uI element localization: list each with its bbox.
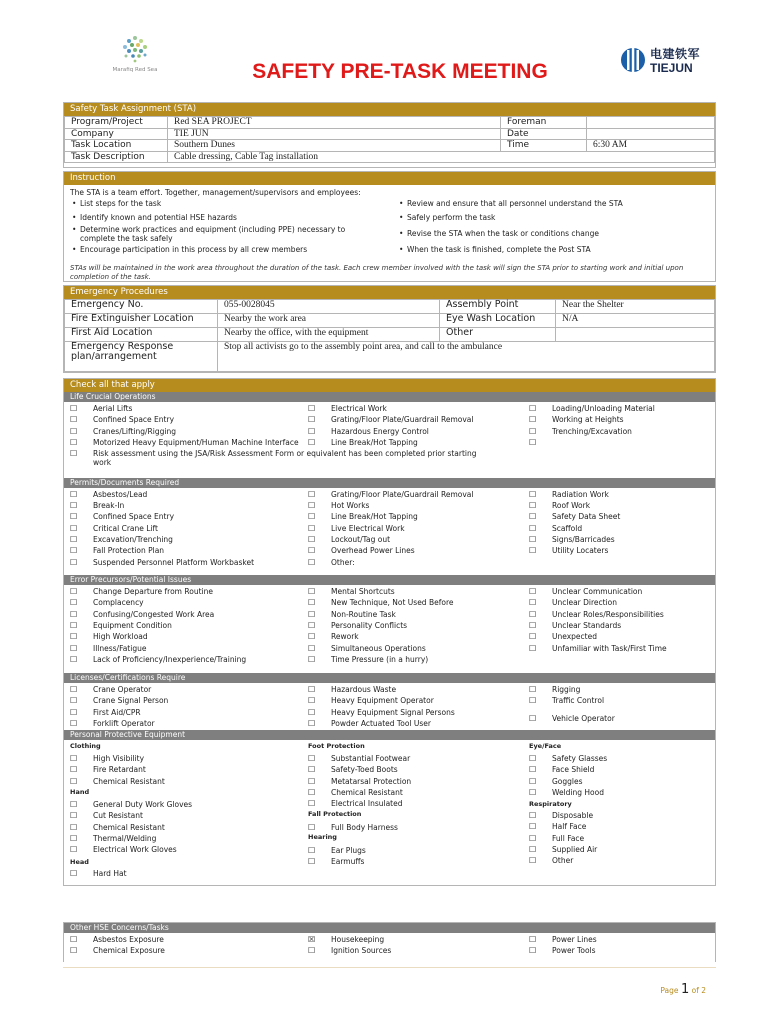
checklist-item-label: Power Tools: [552, 946, 596, 956]
ppe-category-heading: Hearing: [308, 833, 337, 841]
other-hse-header: Other HSE Concerns/Tasks: [64, 923, 715, 933]
checkbox[interactable]: ☐: [529, 822, 537, 832]
checkbox[interactable]: ☐: [308, 776, 316, 786]
instruction-intro: The STA is a team effort. Together, management/supervisors and employees:: [70, 188, 361, 197]
checkbox[interactable]: ☐: [529, 404, 537, 413]
checkbox[interactable]: ☐: [70, 404, 78, 413]
checklist-item-label: Substantial Footwear: [331, 754, 411, 763]
checkbox[interactable]: ☐: [70, 654, 78, 664]
ppe-list: [64, 740, 715, 890]
checklist-item-label: Safety-Toed Boots: [331, 765, 398, 775]
assembly-field[interactable]: Near the Shelter: [556, 300, 715, 314]
checklist-item-label: Motorized Heavy Equipment/Human Machine Interface: [93, 437, 299, 447]
marafiq-logo: [100, 34, 170, 82]
checkbox[interactable]: ☐: [529, 546, 537, 555]
checklist-item-label: Fall Protection Plan: [93, 546, 165, 555]
checklist-item-label: Other: [552, 856, 574, 866]
checkbox[interactable]: ☐: [308, 587, 316, 596]
checklist-item-label: Complacency: [93, 598, 144, 608]
error-precursors-header: Error Precursors/Potential Issues: [64, 575, 715, 585]
checkbox[interactable]: ☐: [308, 946, 316, 956]
checklist-item-label: Ignition Sources: [331, 946, 392, 956]
checkbox[interactable]: ☐: [529, 490, 537, 499]
checklist-item-label: Vehicle Operator: [552, 714, 615, 723]
checkbox[interactable]: ☐: [70, 754, 78, 763]
checkbox[interactable]: ☐: [308, 685, 316, 694]
checkbox[interactable]: ☐: [70, 685, 78, 694]
checkbox[interactable]: ☐: [529, 811, 537, 820]
checkbox[interactable]: ☐: [70, 490, 78, 499]
checkbox[interactable]: ☐: [308, 490, 316, 499]
checklist-item-label: Safety Glasses: [552, 754, 608, 763]
instruction-header: Instruction: [64, 172, 715, 185]
checklist-item-label: Power Lines: [552, 935, 597, 944]
checklist-item-label: Unclear Direction: [552, 598, 618, 608]
permits-header: Permits/Documents Required: [64, 478, 715, 488]
other-hse-list: [64, 933, 715, 961]
instruction-section: [63, 171, 716, 282]
ppe-category-heading: Eye/Face: [529, 742, 562, 750]
checklist-item-label: Lockout/Tag out: [331, 534, 391, 544]
licenses-header: Licenses/Certifications Require: [64, 673, 715, 683]
tiejun-logo-cn: 电建铁军: [650, 47, 701, 61]
checklist-item-label: Equipment Condition: [93, 620, 172, 630]
footer-divider: [63, 967, 716, 968]
checklist-item-label: Cut Resistant: [93, 811, 143, 821]
description-label: Task Description: [65, 151, 168, 163]
checkbox[interactable]: ☐: [308, 765, 316, 775]
checklist-item-label: Supplied Air: [552, 844, 598, 854]
checkbox[interactable]: ☐: [529, 776, 537, 786]
page-title: SAFETY PRE-TASK MEETING: [252, 60, 548, 83]
checkbox[interactable]: ☐: [70, 833, 78, 843]
checklist-item-label: Aerial Lifts: [93, 404, 133, 413]
checklist-item-label: High Visibility: [93, 754, 145, 763]
checklist-item-label: Utility Locaters: [552, 546, 609, 555]
checkbox[interactable]: ☐: [529, 696, 537, 705]
checkbox[interactable]: ☐: [308, 620, 316, 630]
checkbox[interactable]: ☐: [529, 714, 537, 723]
checklist-item-label: Hot Works: [331, 501, 370, 511]
checklist-item-label: Rigging: [552, 685, 581, 694]
checklist-item-label: Asbestos/Lead: [93, 490, 148, 499]
checkbox[interactable]: ☐: [308, 799, 316, 809]
checkbox[interactable]: ☐: [308, 558, 316, 567]
time-label: Time: [501, 140, 587, 152]
checkbox[interactable]: ☐: [529, 620, 537, 630]
checklist-item-label: Loading/Unloading Material: [552, 404, 655, 413]
checklist-item-label: Full Face: [552, 833, 585, 843]
checkbox[interactable]: ☐: [529, 935, 537, 944]
other-hse-section: [63, 922, 716, 962]
page-of: of 2: [691, 986, 706, 995]
checkbox[interactable]: ☐: [70, 765, 78, 775]
checkbox[interactable]: ☐: [529, 598, 537, 608]
sta-section: [63, 102, 716, 168]
checklist-item-label: Working at Heights: [552, 415, 624, 425]
checkbox[interactable]: ☐: [308, 512, 316, 522]
checkbox[interactable]: ☐: [70, 620, 78, 630]
checklist-item-label: Safety Data Sheet: [552, 512, 621, 522]
checkbox[interactable]: ☐: [529, 754, 537, 763]
checklist-item-label: Disposable: [552, 811, 594, 820]
date-label: Date: [501, 128, 587, 140]
checklist-item-label: Confined Space Entry: [93, 512, 175, 522]
emergency-section: [63, 285, 716, 373]
first-aid-field[interactable]: Nearby the office, with the equipment: [218, 328, 440, 342]
checklist-item-label: Rework: [331, 632, 359, 642]
checklist-item-label: Line Break/Hot Tapping: [331, 512, 418, 522]
checkbox[interactable]: ☐: [70, 869, 78, 878]
checklist-item-label: Personality Conflicts: [331, 620, 408, 630]
checklist-item-label: Simultaneous Operations: [331, 643, 426, 653]
instruction-item: • Encourage participation in this process by all crew members: [70, 246, 380, 255]
checklist-item-label: Confusing/Congested Work Area: [93, 609, 215, 619]
instruction-item: • List steps for the task: [70, 200, 380, 209]
checklist-item-label: Hard Hat: [93, 869, 127, 878]
tiejun-logo-en: TIEJUN: [650, 61, 693, 75]
licenses-list: [64, 683, 715, 730]
checklist-item-label: Electrical Work Gloves: [93, 845, 177, 855]
checklist-item-label: Signs/Barricades: [552, 534, 615, 544]
checkbox[interactable]: ☐: [308, 404, 316, 413]
checklist-item-label: Heavy Equipment Signal Persons: [331, 707, 455, 717]
checklist-item-label: Forklift Operator: [93, 718, 155, 728]
checklist-item-label: High Workload: [93, 632, 148, 642]
checkbox[interactable]: ☐: [70, 449, 78, 458]
checkbox[interactable]: ☐: [529, 643, 537, 653]
checkbox[interactable]: ☐: [529, 844, 537, 854]
assembly-label: Assembly Point: [440, 300, 556, 314]
checklist-item-label: Metatarsal Protection: [331, 776, 412, 786]
checkbox[interactable]: ☐: [308, 534, 316, 544]
checklist-item-label: Crane Operator: [93, 685, 152, 694]
checklist-item-label: Unfamiliar with Task/First Time: [552, 643, 667, 653]
checkbox[interactable]: ☐: [308, 787, 316, 797]
first-aid-label: First Aid Location: [65, 328, 218, 342]
checkbox[interactable]: ☐: [70, 546, 78, 555]
checklist-item-label: Unexpected: [552, 632, 597, 642]
checklist-item-label: Electrical Insulated: [331, 799, 403, 809]
error-precursors-list: [64, 585, 715, 673]
checkbox[interactable]: ☐: [70, 587, 78, 596]
checkbox[interactable]: ☐: [70, 800, 78, 809]
response-plan-label: Emergency Response plan/arrangement: [65, 342, 218, 372]
checklist-item-label: Hazardous Waste: [331, 685, 397, 694]
checklist-item-label: Grating/Floor Plate/Guardrail Removal: [331, 415, 474, 425]
checklist-item-label: Powder Actuated Tool User: [331, 718, 431, 728]
checklist-item-label: Suspended Personnel Platform Workbasket: [93, 558, 255, 567]
checklist-item-label: Confined Space Entry: [93, 415, 175, 425]
instruction-item: • Identify known and potential HSE hazards: [70, 214, 380, 223]
date-field[interactable]: [587, 128, 715, 140]
checkbox[interactable]: ☐: [308, 696, 316, 706]
checklist-item-label: Scaffold: [552, 523, 583, 533]
checklist-item-label: Heavy Equipment Operator: [331, 696, 434, 706]
checklist-item-label: Chemical Resistant: [93, 822, 165, 832]
check-section: [63, 378, 716, 886]
checklist-item-label: Lack of Proficiency/Inexperience/Training: [93, 654, 247, 664]
checkbox[interactable]: ☐: [70, 501, 78, 511]
checkbox[interactable]: ☐: [308, 754, 316, 763]
other-label: Other: [440, 328, 556, 342]
checklist-item-label: General Duty Work Gloves: [93, 800, 193, 809]
checklist-item-label: Chemical Resistant: [93, 776, 165, 786]
checkbox[interactable]: ☐: [70, 609, 78, 619]
checkbox[interactable]: ☐: [70, 437, 78, 447]
description-field[interactable]: Cable dressing, Cable Tag installation: [168, 151, 715, 163]
checkbox[interactable]: ☐: [308, 846, 316, 855]
checklist-item-label: Mental Shortcuts: [331, 587, 395, 596]
response-plan-field[interactable]: Stop all activists go to the assembly point area, and call to the ambulance: [218, 342, 715, 372]
checklist-item-label: Fire Retardant: [93, 765, 146, 775]
checkbox[interactable]: ☐: [529, 587, 537, 596]
checkbox[interactable]: ☐: [308, 415, 316, 425]
checklist-item-label: Earmuffs: [331, 857, 365, 867]
checklist-item-label: New Technique, Not Used Before: [331, 598, 454, 608]
page-indicator: [660, 982, 706, 997]
sta-header: Safety Task Assignment (STA): [64, 103, 715, 116]
checkbox[interactable]: ☐: [308, 632, 316, 642]
checkbox[interactable]: ☐: [529, 856, 537, 866]
foreman-label: Foreman: [501, 117, 587, 129]
checklist-item-label: Half Face: [552, 822, 587, 832]
program-label: Program/Project: [65, 117, 168, 129]
checkbox[interactable]: ☐: [308, 654, 316, 664]
checkbox[interactable]: ☐: [70, 845, 78, 855]
checkbox[interactable]: ☐: [70, 643, 78, 653]
page-word: Page: [660, 986, 679, 995]
checkbox[interactable]: ☐: [70, 415, 78, 425]
checkbox[interactable]: ☐: [70, 426, 78, 436]
checklist-item-label: First Aid/CPR: [93, 707, 141, 717]
checklist-item-label: Break-In: [93, 501, 125, 511]
checkbox[interactable]: ☐: [70, 558, 78, 567]
checklist-item-label: Unclear Standards: [552, 620, 622, 630]
checkbox[interactable]: ☐: [308, 501, 316, 511]
instruction-item: • Safely perform the task: [397, 214, 707, 223]
checkbox[interactable]: ☐: [70, 811, 78, 821]
checklist-item-label: Time Pressure (in a hurry): [331, 654, 429, 664]
checkbox[interactable]: ☐: [308, 523, 316, 533]
checkbox-checked[interactable]: ☒: [308, 935, 316, 944]
checklist-item-label: Housekeeping: [331, 935, 385, 944]
checklist-item-label: Illness/Fatigue: [93, 643, 147, 653]
checkbox[interactable]: ☐: [70, 707, 78, 717]
checkbox[interactable]: ☐: [70, 512, 78, 522]
checkbox[interactable]: ☐: [308, 609, 316, 619]
checkbox[interactable]: ☐: [70, 946, 78, 956]
checkbox[interactable]: ☐: [308, 437, 316, 447]
ppe-header: Personal Protective Equipment: [64, 730, 715, 740]
checklist-item-label: Roof Work: [552, 501, 591, 511]
checklist-item-label: Unclear Communication: [552, 587, 643, 596]
checklist-item-label: Ear Plugs: [331, 846, 366, 855]
checkbox[interactable]: ☐: [308, 718, 316, 728]
permits-list: [64, 488, 715, 575]
extinguisher-field[interactable]: Nearby the work area: [218, 314, 440, 328]
marafiq-logo-label: Marafiq Red Sea: [112, 67, 158, 73]
checklist-item-label: Hazardous Energy Control: [331, 426, 429, 436]
checkbox[interactable]: ☐: [308, 426, 316, 436]
ppe-category-heading: Fall Protection: [308, 810, 362, 818]
eyewash-label: Eye Wash Location: [440, 314, 556, 328]
checkbox[interactable]: ☐: [308, 643, 316, 653]
ppe-category-heading: Head: [70, 858, 89, 866]
checklist-item-label: Grating/Floor Plate/Guardrail Removal: [331, 490, 474, 499]
checklist-item-label: Trenching/Excavation: [552, 426, 632, 436]
checklist-item-label: Goggles: [552, 776, 583, 786]
checkbox[interactable]: ☐: [308, 823, 316, 832]
location-field[interactable]: Southern Dunes: [168, 140, 501, 152]
location-label: Task Location: [65, 140, 168, 152]
checkbox[interactable]: ☐: [529, 501, 537, 511]
emergency-no-field[interactable]: 055-0028045: [218, 300, 440, 314]
checkbox[interactable]: ☐: [70, 598, 78, 608]
emergency-no-label: Emergency No.: [65, 300, 218, 314]
checklist-item-label: Electrical Work: [331, 404, 387, 413]
checkbox[interactable]: ☐: [529, 685, 537, 694]
checkbox[interactable]: ☐: [70, 822, 78, 832]
checkbox[interactable]: ☐: [529, 787, 537, 797]
checkbox[interactable]: ☐: [529, 632, 537, 642]
checklist-item-label: Traffic Control: [552, 696, 605, 705]
checkbox[interactable]: ☐: [70, 935, 78, 944]
checklist-item-label: Change Departure from Routine: [93, 587, 213, 596]
checkbox[interactable]: ☐: [70, 718, 78, 728]
tiejun-logo: [620, 40, 700, 80]
checkbox[interactable]: ☐: [308, 707, 316, 717]
ppe-category-heading: Clothing: [70, 742, 101, 750]
check-header: Check all that apply: [64, 379, 715, 392]
checklist-item-label: Radiation Work: [552, 490, 609, 499]
ppe-category-heading: Respiratory: [529, 800, 572, 808]
checklist-item-label: Unclear Roles/Responsibilities: [552, 609, 664, 619]
other-field[interactable]: [556, 328, 715, 342]
checkbox[interactable]: ☐: [529, 512, 537, 522]
checklist-item-label: Non-Routine Task: [331, 609, 396, 619]
marafiq-logo-icon: [120, 34, 150, 64]
checklist-item-label: Overhead Power Lines: [331, 546, 415, 555]
checklist-item-label: Critical Crane Lift: [93, 523, 158, 533]
instruction-item: • When the task is finished, complete the Post STA: [397, 246, 707, 255]
checkbox[interactable]: ☐: [70, 534, 78, 544]
company-field[interactable]: TIE JUN: [168, 128, 501, 140]
checklist-item-label: Face Shield: [552, 765, 595, 775]
instruction-item: • Review and ensure that all personnel understand the STA: [397, 200, 707, 209]
checklist-item-label: Risk assessment using the JSA/Risk Assessment Form or equivalent has been completed prior starting work: [93, 449, 477, 467]
time-field[interactable]: 6:30 AM: [587, 140, 715, 152]
checklist-item-label: Asbestos Exposure: [93, 935, 164, 944]
page-number: 1: [680, 982, 690, 997]
checkbox[interactable]: ☐: [308, 857, 316, 867]
checkbox[interactable]: ☐: [529, 415, 537, 425]
program-field[interactable]: Red SEA PROJECT: [168, 117, 501, 129]
life-crucial-list: [64, 402, 715, 478]
instruction-item: • Determine work practices and equipment (including PPE) necessary to complete the task safely: [70, 226, 380, 243]
checkbox[interactable]: ☐: [70, 696, 78, 706]
emergency-header: Emergency Procedures: [64, 286, 715, 299]
ppe-category-heading: Foot Protection: [308, 742, 365, 750]
checkbox[interactable]: ☐: [529, 534, 537, 544]
checklist-item-label: Line Break/Hot Tapping: [331, 437, 418, 447]
tiejun-logo-icon: [620, 42, 646, 78]
instruction-item: • Revise the STA when the task or conditions change: [397, 230, 707, 239]
checkbox[interactable]: ☐: [529, 426, 537, 436]
checklist-item-label: Excavation/Trenching: [93, 534, 173, 544]
sta-table: [64, 116, 715, 163]
checkbox[interactable]: ☐: [529, 833, 537, 843]
checkbox[interactable]: ☐: [529, 523, 537, 533]
checklist-item-label: Live Electrical Work: [331, 523, 405, 533]
foreman-field[interactable]: [587, 117, 715, 129]
checkbox[interactable]: ☐: [308, 546, 316, 555]
checkbox[interactable]: ☐: [529, 946, 537, 956]
checklist-item-label: Crane Signal Person: [93, 696, 169, 706]
instruction-note: STAs will be maintained in the work area throughout the duration of the task. Each crew member involved with the task will sign the STA prior to starting work and initial upon completion of the task.: [70, 264, 684, 281]
checklist-item-label: Other:: [331, 558, 355, 567]
checklist-item-label: Welding Hood: [552, 787, 604, 797]
checklist-item-label: Chemical Resistant: [331, 787, 403, 797]
checkbox[interactable]: ☐: [70, 523, 78, 533]
ppe-category-heading: Hand: [70, 788, 90, 796]
company-label: Company: [65, 128, 168, 140]
eyewash-field[interactable]: N/A: [556, 314, 715, 328]
emergency-table: [64, 299, 715, 372]
extinguisher-label: Fire Extinguisher Location: [65, 314, 218, 328]
checkbox[interactable]: ☐: [529, 437, 537, 447]
checkbox[interactable]: ☐: [70, 776, 78, 786]
checkbox[interactable]: ☐: [529, 609, 537, 619]
checklist-item-label: Thermal/Welding: [93, 833, 157, 843]
checklist-item-label: Full Body Harness: [331, 823, 398, 832]
checklist-item-label: Cranes/Lifting/Rigging: [93, 426, 176, 436]
checkbox[interactable]: ☐: [308, 598, 316, 608]
checkbox[interactable]: ☐: [70, 632, 78, 642]
life-crucial-header: Life Crucial Operations: [64, 392, 715, 402]
checkbox[interactable]: ☐: [529, 765, 537, 775]
checklist-item-label: Chemical Exposure: [93, 946, 165, 956]
